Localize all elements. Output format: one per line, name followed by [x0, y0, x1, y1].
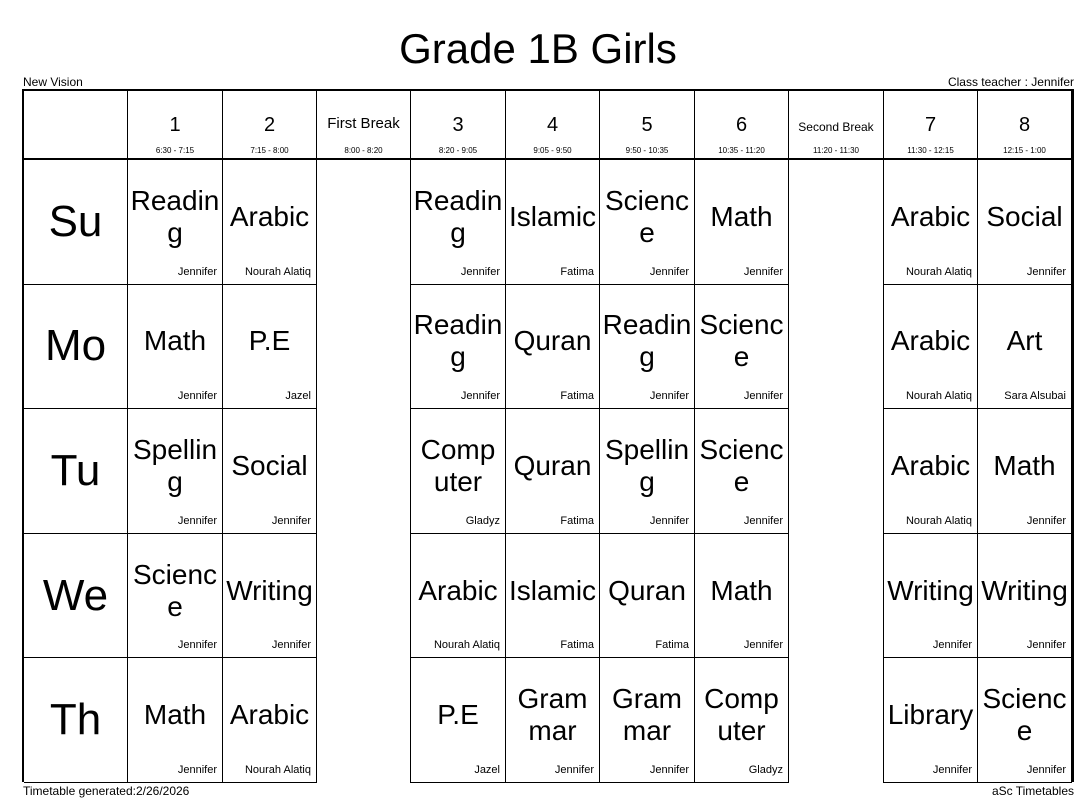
lesson-teacher: Jazel — [474, 763, 500, 776]
break-header — [789, 91, 884, 160]
lesson-cell — [506, 285, 600, 410]
lesson-cell — [506, 160, 600, 285]
lesson-subject: Quran — [513, 325, 592, 357]
break-column — [789, 160, 884, 783]
lesson-cell — [600, 409, 695, 534]
lesson-teacher: Jennifer — [932, 763, 972, 776]
lesson-teacher: Gladyz — [748, 763, 783, 776]
lesson-subject: Math — [710, 200, 773, 232]
lesson-teacher: Nourah Alatiq — [244, 265, 311, 278]
lesson-teacher: Fatima — [560, 639, 594, 652]
lesson-cell — [978, 658, 1072, 783]
lesson-cell — [506, 409, 600, 534]
lesson-subject: Arabic — [890, 200, 971, 232]
lesson-teacher: Jennifer — [1026, 265, 1066, 278]
lesson-cell — [695, 160, 789, 285]
lesson-cell — [884, 285, 978, 410]
lesson-subject: Grammar — [517, 683, 588, 747]
period-number: 3 — [452, 114, 464, 136]
lesson-teacher: Nourah Alatiq — [905, 390, 972, 403]
lesson-cell — [978, 160, 1072, 285]
period-header — [411, 91, 506, 160]
period-time: 6:30 - 7:15 — [155, 146, 195, 155]
lesson-subject: Writing — [226, 574, 313, 606]
lesson-subject: Computer — [704, 683, 779, 747]
lesson-teacher: Jennifer — [649, 390, 689, 403]
lesson-cell — [695, 285, 789, 410]
lesson-subject: Library — [887, 699, 974, 731]
lesson-teacher: Jennifer — [649, 514, 689, 527]
lesson-teacher: Jennifer — [743, 390, 783, 403]
lesson-cell — [600, 160, 695, 285]
lesson-cell — [223, 534, 317, 659]
lesson-subject: Islamic — [508, 200, 597, 232]
lesson-teacher: Fatima — [560, 390, 594, 403]
lesson-teacher: Nourah Alatiq — [905, 514, 972, 527]
lesson-subject: Writing — [981, 574, 1068, 606]
lesson-cell — [506, 534, 600, 659]
lesson-teacher: Jennifer — [460, 265, 500, 278]
lesson-cell — [128, 160, 223, 285]
lesson-subject: Math — [143, 699, 207, 731]
period-number: 2 — [263, 114, 276, 136]
lesson-cell — [695, 409, 789, 534]
lesson-subject: Spelling — [604, 433, 690, 497]
school-name: New Vision — [23, 75, 83, 89]
period-header — [600, 91, 695, 160]
period-header — [978, 91, 1072, 160]
lesson-teacher: Jennifer — [743, 514, 783, 527]
lesson-subject: P.E — [437, 699, 479, 731]
lesson-cell — [600, 534, 695, 659]
lesson-subject: Spelling — [132, 433, 218, 497]
lesson-subject: Reading — [413, 309, 503, 373]
lesson-teacher: Jennifer — [743, 265, 783, 278]
lesson-subject: Math — [143, 325, 207, 357]
timetable-grid — [22, 89, 1074, 782]
lesson-subject: Computer — [420, 433, 496, 497]
lesson-teacher: Jennifer — [460, 390, 500, 403]
lesson-subject: Science — [132, 558, 218, 622]
day-label: Mo — [24, 285, 128, 410]
lesson-teacher: Jennifer — [177, 514, 217, 527]
lesson-subject: Social — [986, 200, 1063, 232]
period-time: 9:05 - 9:50 — [533, 146, 572, 155]
app-credit: aSc Timetables — [991, 784, 1074, 798]
lesson-teacher: Jennifer — [554, 763, 594, 776]
period-time: 9:50 - 10:35 — [625, 146, 669, 155]
day-label: Su — [24, 160, 128, 285]
lesson-subject: Social — [231, 449, 308, 481]
break-column — [317, 160, 411, 783]
lesson-subject: Quran — [608, 574, 686, 606]
lesson-teacher: Jennifer — [1026, 514, 1066, 527]
lesson-cell — [978, 285, 1072, 410]
lesson-subject: Science — [604, 184, 690, 248]
lesson-cell — [411, 285, 506, 410]
day-label: Th — [24, 658, 128, 783]
day-label: Tu — [24, 409, 128, 534]
lesson-teacher: Nourah Alatiq — [905, 265, 972, 278]
lesson-cell — [223, 285, 317, 410]
lesson-subject: Science — [699, 309, 784, 373]
lesson-cell — [600, 658, 695, 783]
lesson-cell — [128, 285, 223, 410]
lesson-cell — [223, 658, 317, 783]
lesson-subject: Reading — [602, 309, 692, 373]
period-header — [695, 91, 789, 160]
lesson-cell — [884, 409, 978, 534]
day-label: We — [24, 534, 128, 659]
lesson-subject: P.E — [248, 325, 291, 357]
lesson-teacher: Jennifer — [932, 639, 972, 652]
lesson-subject: Math — [993, 449, 1056, 481]
lesson-teacher: Jennifer — [1026, 639, 1066, 652]
period-number: 7 — [924, 114, 937, 136]
lesson-cell — [695, 658, 789, 783]
lesson-cell — [506, 658, 600, 783]
lesson-cell — [978, 409, 1072, 534]
lesson-cell — [600, 285, 695, 410]
corner-cell — [24, 91, 128, 160]
lesson-subject: Arabic — [418, 574, 498, 606]
lesson-teacher: Jennifer — [177, 763, 217, 776]
break-label: Second Break — [798, 120, 874, 134]
period-time: 8:00 - 8:20 — [344, 146, 383, 155]
period-time: 11:30 - 12:15 — [907, 146, 954, 155]
period-number: 1 — [169, 114, 181, 136]
lesson-cell — [411, 160, 506, 285]
lesson-teacher: Jennifer — [271, 639, 311, 652]
lesson-subject: Math — [710, 574, 773, 606]
lesson-subject: Quran — [513, 449, 592, 481]
lesson-cell — [884, 658, 978, 783]
lesson-cell — [128, 409, 223, 534]
lesson-subject: Reading — [130, 184, 220, 248]
lesson-cell — [128, 534, 223, 659]
lesson-teacher: Fatima — [655, 639, 689, 652]
lesson-teacher: Jennifer — [177, 390, 217, 403]
lesson-cell — [411, 534, 506, 659]
lesson-subject: Arabic — [890, 325, 971, 357]
period-number: 5 — [641, 114, 653, 136]
lesson-teacher: Nourah Alatiq — [433, 639, 500, 652]
lesson-cell — [223, 409, 317, 534]
page-title: Grade 1B Girls — [399, 25, 677, 72]
class-teacher: Class teacher : Jennifer — [947, 75, 1074, 89]
lesson-teacher: Jennifer — [743, 639, 783, 652]
lesson-teacher: Fatima — [560, 265, 594, 278]
lesson-teacher: Sara Alsubai — [1004, 390, 1066, 403]
lesson-teacher: Fatima — [560, 514, 594, 527]
lesson-teacher: Jazel — [285, 390, 311, 403]
lesson-subject: Arabic — [229, 699, 310, 731]
lesson-subject: Science — [699, 433, 784, 497]
lesson-subject: Grammar — [612, 683, 682, 747]
period-header — [884, 91, 978, 160]
lesson-subject: Arabic — [890, 449, 971, 481]
period-number: 8 — [1018, 114, 1031, 136]
lesson-teacher: Jennifer — [649, 763, 689, 776]
lesson-subject: Art — [1006, 325, 1043, 357]
period-time: 10:35 - 11:20 — [718, 146, 765, 155]
break-label: First Break — [327, 115, 400, 132]
lesson-teacher: Jennifer — [177, 265, 217, 278]
lesson-teacher: Nourah Alatiq — [244, 763, 311, 776]
lesson-teacher: Jennifer — [271, 514, 311, 527]
period-number: 6 — [735, 114, 748, 136]
period-number: 4 — [546, 114, 559, 136]
lesson-subject: Science — [982, 683, 1067, 747]
period-time: 11:20 - 11:30 — [813, 146, 859, 155]
period-header — [506, 91, 600, 160]
lesson-subject: Writing — [887, 574, 974, 606]
lesson-cell — [411, 409, 506, 534]
period-header — [223, 91, 317, 160]
lesson-teacher: Jennifer — [177, 639, 217, 652]
lesson-cell — [884, 160, 978, 285]
lesson-cell — [128, 658, 223, 783]
lesson-teacher: Gladyz — [465, 514, 500, 527]
period-time: 12:15 - 1:00 — [1003, 146, 1046, 155]
break-header — [317, 91, 411, 160]
lesson-subject: Reading — [413, 184, 503, 248]
period-time: 8:20 - 9:05 — [438, 146, 478, 155]
lesson-teacher: Jennifer — [1026, 763, 1066, 776]
lesson-cell — [884, 534, 978, 659]
lesson-cell — [411, 658, 506, 783]
generated-date: Timetable generated:2/26/2026 — [23, 784, 190, 798]
lesson-subject: Arabic — [229, 200, 310, 232]
period-header — [128, 91, 223, 160]
lesson-cell — [978, 534, 1072, 659]
lesson-teacher: Jennifer — [649, 265, 689, 278]
period-time: 7:15 - 8:00 — [250, 146, 289, 155]
lesson-cell — [695, 534, 789, 659]
lesson-subject: Islamic — [508, 574, 597, 606]
lesson-cell — [223, 160, 317, 285]
